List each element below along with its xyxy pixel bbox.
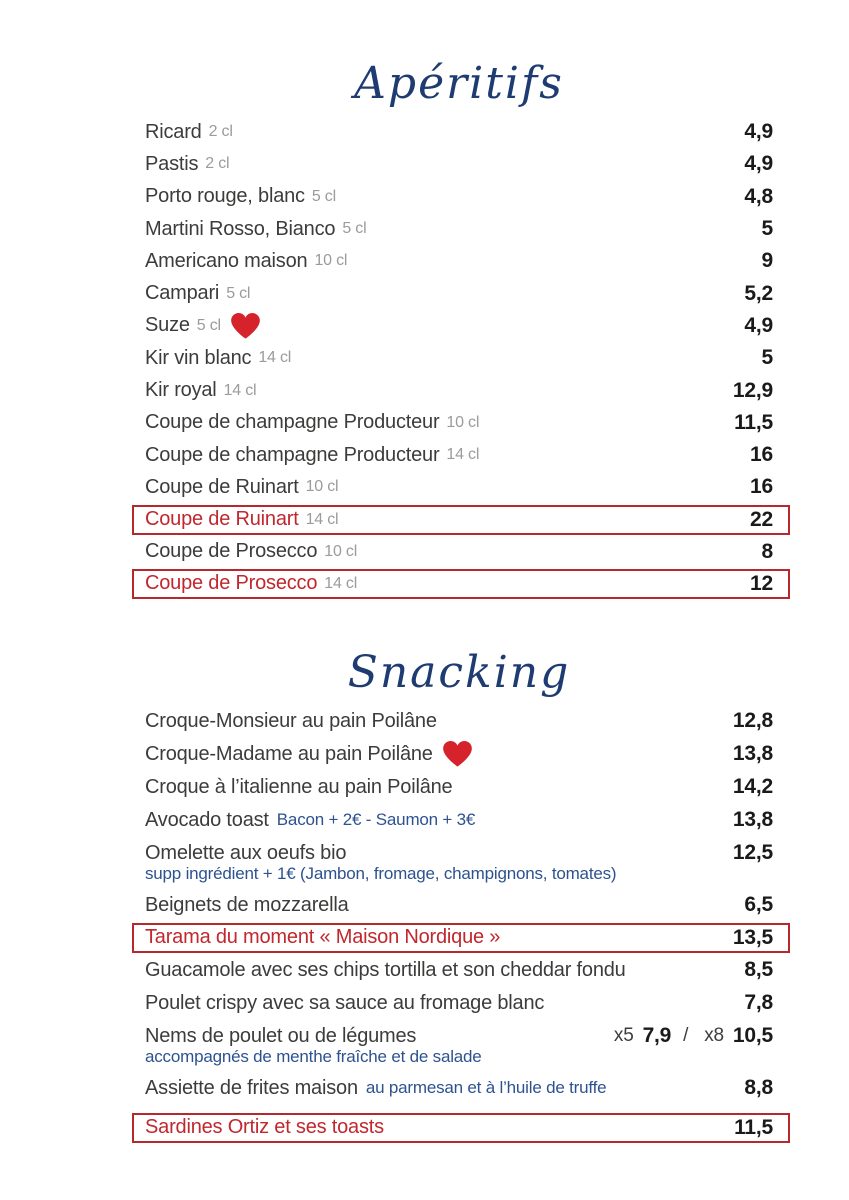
menu-item-row	[145, 407, 773, 439]
menu-item-row	[145, 1072, 773, 1105]
section-title: Apéritifs	[354, 58, 564, 109]
menu-item-row	[145, 181, 773, 213]
item-size: 5 cl	[196, 316, 221, 334]
item-price: 5,2	[744, 281, 773, 305]
item-name: Coupe de champagne Producteur	[145, 443, 440, 466]
item-note-inline: au parmesan et à l’huile de truffe	[365, 1078, 607, 1098]
menu-item-row	[145, 889, 773, 922]
item-size: 2 cl	[208, 123, 233, 141]
item-name: Tarama du moment « Maison Nordique »	[145, 926, 501, 949]
menu-item-row	[145, 804, 773, 837]
item-size: 5 cl	[226, 284, 251, 302]
item-price: 13,8	[732, 808, 773, 832]
item-name: Kir royal	[145, 379, 217, 402]
item-size: 10 cl	[305, 478, 339, 496]
item-note: supp ingrédient + 1€ (Jambon, fromage, champignons, tomates)	[145, 863, 617, 883]
menu-item-row	[145, 471, 773, 503]
menu-item-row	[145, 245, 773, 277]
item-size: 2 cl	[205, 155, 230, 173]
item-name: Ricard	[145, 120, 202, 143]
heart-icon	[231, 313, 260, 339]
item-name: Omelette aux oeufs bio	[145, 841, 347, 864]
item-price: 4,9	[744, 313, 773, 337]
item-name: Avocado toast	[145, 808, 269, 831]
menu-item-row	[145, 277, 773, 309]
item-price: 5	[761, 217, 773, 241]
item-name: Nems de poulet ou de légumes	[145, 1024, 417, 1047]
item-price: 13,5	[732, 925, 773, 949]
price-quantity: x5	[613, 1025, 634, 1047]
item-size: 10 cl	[314, 252, 348, 270]
item-name: Coupe de Ruinart	[145, 475, 299, 498]
item-name: Coupe de Ruinart	[145, 508, 299, 531]
item-price: 13,8	[732, 742, 773, 766]
item-price: 7,8	[744, 991, 773, 1015]
price-separator: /	[683, 1025, 689, 1047]
item-name: Americano maison	[145, 249, 308, 272]
item-size: 10 cl	[324, 542, 358, 560]
item-price: 11,5	[734, 1115, 773, 1139]
heart-icon	[443, 741, 472, 767]
menu-item-row	[145, 213, 773, 245]
item-price: 4,9	[744, 120, 773, 144]
item-name: Porto rouge, blanc	[145, 185, 305, 208]
menu-item-row	[145, 374, 773, 406]
item-price: 16	[750, 475, 773, 499]
item-name: Assiette de frites maison	[145, 1076, 358, 1099]
menu-item-row-highlighted	[132, 923, 790, 953]
item-price: 8,8	[744, 1076, 773, 1100]
item-price: 4,9	[744, 152, 773, 176]
item-name: Croque-Madame au pain Poilâne	[145, 742, 433, 765]
menu-item-row-highlighted	[132, 569, 790, 599]
item-name: Suze	[145, 314, 190, 337]
item-size: 10 cl	[446, 413, 480, 431]
item-size: 14 cl	[258, 349, 292, 367]
menu-item-row	[145, 738, 773, 771]
section-title: Snacking	[347, 646, 571, 698]
item-price: 12,9	[732, 378, 773, 402]
item-size: 5 cl	[342, 220, 367, 238]
item-name: Beignets de mozzarella	[145, 893, 349, 916]
item-price: 6,5	[744, 893, 773, 917]
item-name: Pastis	[145, 152, 199, 175]
menu-item-row	[145, 954, 773, 987]
menu-item-row	[145, 771, 773, 804]
item-price: 10,5	[732, 1024, 773, 1048]
item-note-inline: Bacon + 2€ - Saumon + 3€	[276, 810, 476, 830]
item-size: 5 cl	[311, 187, 336, 205]
item-price: 8	[761, 539, 773, 563]
item-price: 11,5	[734, 410, 773, 434]
menu-section	[145, 58, 773, 599]
item-price: 16	[750, 443, 773, 467]
item-price: 9	[761, 249, 773, 273]
menu-item-row	[145, 310, 773, 342]
item-name: Kir vin blanc	[145, 346, 252, 369]
item-name: Croque à l’italienne au pain Poilâne	[145, 775, 453, 798]
item-price: 7,9	[642, 1024, 672, 1048]
item-name: Coupe de champagne Producteur	[145, 411, 440, 434]
item-name: Croque-Monsieur au pain Poilâne	[145, 709, 437, 732]
item-price: 12,8	[732, 709, 773, 733]
price-quantity: x8	[704, 1025, 724, 1047]
item-size: 14 cl	[324, 574, 358, 592]
item-price: 14,2	[732, 775, 773, 799]
item-name: Coupe de Prosecco	[145, 572, 318, 595]
menu-item-row	[145, 705, 773, 738]
item-name: Poulet crispy avec sa sauce au fromage blanc	[145, 991, 545, 1014]
item-size: 14 cl	[305, 510, 339, 528]
item-name: Coupe de Prosecco	[145, 540, 318, 563]
item-name: Guacamole avec ses chips tortilla et son cheddar fondu	[145, 958, 626, 981]
menu-item-row	[145, 536, 773, 568]
menu-section	[145, 646, 773, 1143]
menu-item-row	[145, 439, 773, 471]
item-size: 14 cl	[446, 446, 480, 464]
item-name: Martini Rosso, Bianco	[145, 217, 336, 240]
menu-item-row-highlighted	[132, 505, 790, 535]
item-price: 12	[750, 571, 773, 595]
menu-item-row	[145, 987, 773, 1020]
item-price: 8,5	[744, 958, 773, 982]
item-size: 14 cl	[223, 381, 257, 399]
item-name: Sardines Ortiz et ses toasts	[145, 1116, 384, 1139]
item-price: 22	[750, 507, 773, 531]
item-note: accompagnés de menthe fraîche et de salade	[145, 1046, 482, 1066]
menu-item-row	[145, 116, 773, 148]
menu-item-row-highlighted	[132, 1113, 790, 1143]
menu-item-row	[145, 148, 773, 180]
item-name: Campari	[145, 282, 220, 305]
menu-item-row	[145, 342, 773, 374]
item-price: 4,8	[744, 184, 773, 208]
item-price: 5	[761, 346, 773, 370]
item-price: 12,5	[732, 841, 773, 865]
